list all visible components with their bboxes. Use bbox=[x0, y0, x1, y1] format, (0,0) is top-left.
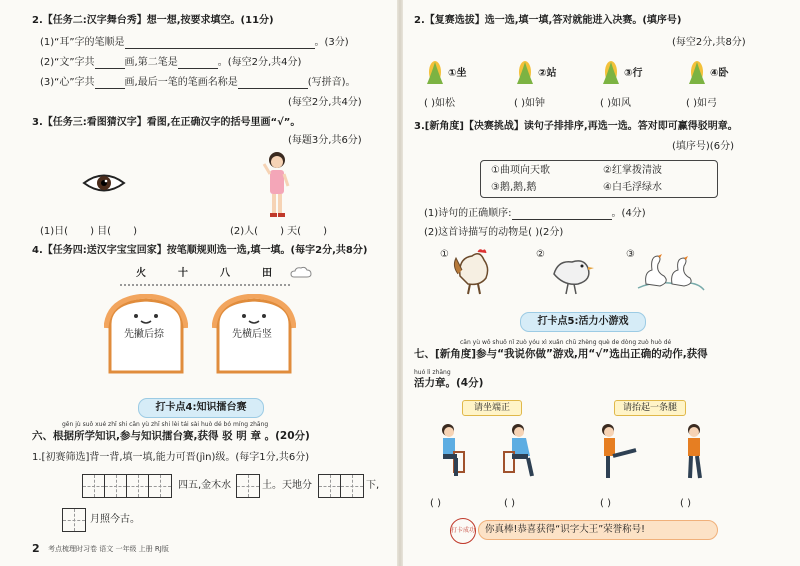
rooster-illustration[interactable] bbox=[450, 246, 500, 296]
cloud-icon bbox=[290, 266, 312, 280]
poem-line: ②红掌拨清波 bbox=[603, 165, 662, 176]
poem-segment: 四五,金木水 bbox=[178, 480, 232, 491]
q3-title: 3.【任务三:看图猜汉字】看图,在正确汉字的括号里画“√”。 bbox=[32, 117, 301, 128]
q2-score: (每空2分,共4分) bbox=[288, 97, 362, 108]
kid-standing[interactable] bbox=[678, 422, 714, 482]
pigeon-illustration[interactable] bbox=[548, 252, 596, 296]
command-card: 请抬起一条腿 bbox=[614, 400, 686, 416]
answer-line[interactable] bbox=[238, 78, 308, 89]
writing-grid[interactable] bbox=[62, 508, 86, 532]
kid-sitting-1[interactable] bbox=[434, 422, 470, 482]
r-q2-score: (每空2分,共8分) bbox=[672, 37, 746, 48]
option-label: ④卧 bbox=[710, 68, 729, 79]
right-page bbox=[400, 0, 800, 566]
char-card[interactable]: 八 bbox=[220, 268, 230, 279]
poem-segment: 下, bbox=[366, 480, 380, 491]
q61-title: 1.[初赛筛选]背一背,填一填,能力可晋(jìn)级。(每字1分,共6分) bbox=[32, 452, 310, 463]
sec7-pinyin: cān yù wǒ shuō nǐ zuò yóu xì xuǎn chū zhèng què de dòng zuò huò dé bbox=[460, 339, 672, 346]
animal-label: ③ bbox=[626, 249, 635, 260]
q3-answer-2: (2)人( ) 天( ) bbox=[230, 226, 327, 237]
check-blank[interactable]: ( ) bbox=[600, 498, 611, 509]
r-q3-title: 3.[新角度]【决赛挑战】读句子排排序,再选一选。答对即可赢得驳明章。 bbox=[414, 121, 738, 132]
eye-illustration bbox=[80, 170, 128, 196]
animal-label: ② bbox=[536, 249, 545, 260]
fill-blank[interactable]: ( )如松 bbox=[424, 98, 455, 109]
q3-score: (每题3分,共6分) bbox=[288, 135, 362, 146]
answer-line[interactable] bbox=[125, 38, 315, 49]
poem-line: ①曲项向天歌 bbox=[491, 165, 550, 176]
girl-illustration bbox=[262, 150, 292, 220]
sec7-title: 七、[新角度]参与“我说你做”游戏,用“√”选出正确的动作,获得 bbox=[414, 348, 708, 360]
r-q3-sub1: (1)诗句的正确顺序: 。(4分) bbox=[424, 208, 646, 219]
sec6-title: 六、根据所学知识,参与知识擂台赛,获得 驳 明 章 。(20分) bbox=[32, 430, 310, 442]
q2-title: 2.【任务二:汉字舞台秀】想一想,按要求填空。(11分) bbox=[32, 15, 274, 26]
check-blank[interactable]: ( ) bbox=[504, 498, 515, 509]
poem-segment: 月照今古。 bbox=[90, 514, 140, 525]
poem-line: ④白毛浮绿水 bbox=[603, 182, 662, 193]
q3-answer-1: (1)日( ) 目( ) bbox=[40, 226, 137, 237]
writing-grid[interactable] bbox=[318, 474, 364, 498]
corn-icon bbox=[600, 58, 622, 86]
q2-line3: (3)“心”字共 画,最后一笔的笔画名称是 (写拼音)。 bbox=[40, 77, 356, 88]
r-q2-title: 2.【复赛选拔】选一选,填一填,答对就能进入决赛。(填序号) bbox=[414, 15, 682, 26]
char-card[interactable]: 火 bbox=[136, 268, 146, 279]
answer-line[interactable] bbox=[512, 209, 612, 220]
house-label: 先撇后捺 bbox=[124, 329, 164, 340]
geese-illustration[interactable] bbox=[636, 250, 706, 296]
page-number: 2 bbox=[32, 542, 40, 555]
q4-title: 4.【任务四:送汉字宝宝回家】按笔顺规则选一选,填一填。(每字2分,共8分) bbox=[32, 245, 368, 256]
writing-grid[interactable] bbox=[82, 474, 172, 498]
answer-line[interactable] bbox=[178, 58, 218, 69]
r-q3-sub2: (2)这首诗描写的动物是( )(2分) bbox=[424, 227, 564, 238]
option-label: ③行 bbox=[624, 68, 643, 79]
kid-sitting-2[interactable] bbox=[500, 422, 540, 482]
corn-icon bbox=[424, 58, 446, 86]
r-q3-score: (填序号)(6分) bbox=[672, 141, 734, 152]
corn-icon bbox=[514, 58, 536, 86]
command-card: 请坐端正 bbox=[462, 400, 522, 416]
answer-line[interactable] bbox=[95, 58, 125, 69]
house-label: 先横后竖 bbox=[232, 329, 272, 340]
corn-icon bbox=[686, 58, 708, 86]
poem-box bbox=[480, 160, 718, 198]
sec7-title-2: 活力章。(4分) bbox=[414, 377, 484, 389]
animal-label: ① bbox=[440, 249, 449, 260]
fill-blank[interactable]: ( )如风 bbox=[600, 98, 631, 109]
poem-line: ③鹅,鹅,鹅 bbox=[491, 182, 537, 193]
poem-segment: 土。天地分 bbox=[262, 480, 312, 491]
footer-text: 考点梳理时习卷 语文 一年级 上册 RJ版 bbox=[48, 545, 169, 553]
checkpoint-5-banner: 打卡点5:活力小游戏 bbox=[520, 312, 646, 332]
option-label: ①坐 bbox=[448, 68, 467, 79]
corn-options bbox=[420, 56, 790, 90]
ending-message: 你真棒!恭喜获得“识字大王”荣誉称号! bbox=[478, 520, 718, 540]
answer-line[interactable] bbox=[95, 78, 125, 89]
q2-line2: (2)“文”字共 画,第二笔是 。(每空2分,共4分) bbox=[40, 57, 302, 68]
check-blank[interactable]: ( ) bbox=[430, 498, 441, 509]
char-card[interactable]: 十 bbox=[178, 268, 188, 279]
check-blank[interactable]: ( ) bbox=[680, 498, 691, 509]
writing-grid[interactable] bbox=[236, 474, 260, 498]
sec6-pinyin: gēn jù suǒ xué zhī shi cān yù zhī shi lèi tái sài huò dé bó míng zhāng bbox=[62, 421, 269, 428]
fill-blank[interactable]: ( )如钟 bbox=[514, 98, 545, 109]
sec7-pinyin-2: huó lì zhāng bbox=[414, 369, 451, 376]
option-label: ②站 bbox=[538, 68, 557, 79]
char-card[interactable]: 田 bbox=[262, 268, 272, 279]
character-strip bbox=[120, 264, 290, 286]
fill-blank[interactable]: ( )如弓 bbox=[686, 98, 717, 109]
checkpoint-4-banner: 打卡点4:知识擂台赛 bbox=[138, 398, 264, 418]
kid-leg-raised[interactable] bbox=[596, 422, 642, 482]
q2-line1: (1)“耳”字的笔顺是 。(3分) bbox=[40, 37, 349, 48]
success-stamp: 打卡成功 bbox=[450, 518, 476, 544]
